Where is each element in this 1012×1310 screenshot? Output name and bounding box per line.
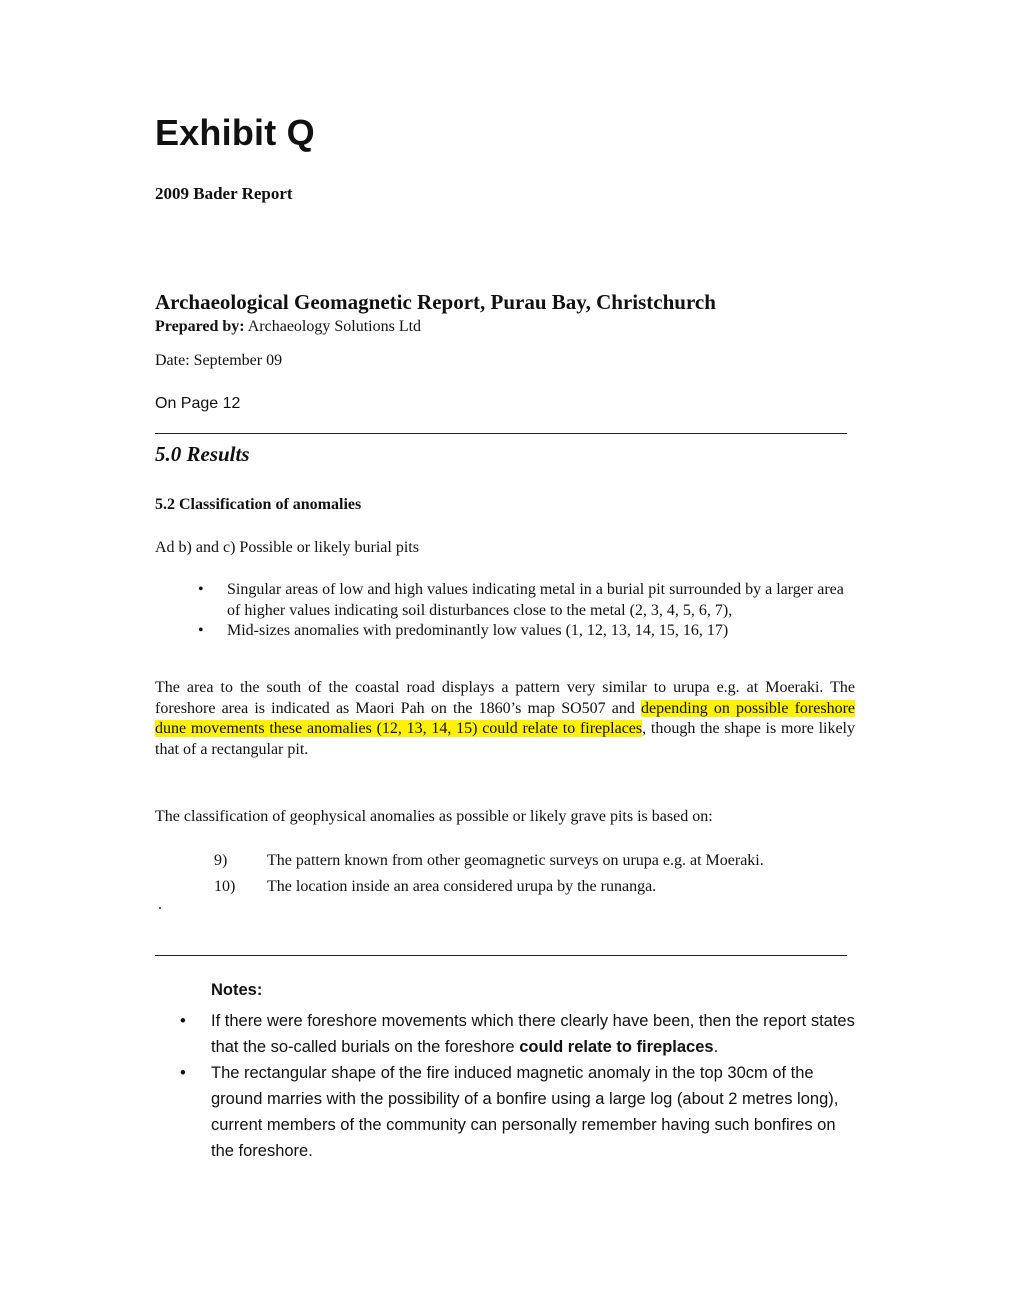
- report-title: Archaeological Geomagnetic Report, Purau Bay, Christchurch: [155, 290, 716, 314]
- note-text-start: If there were foreshore movements which there clearly have been, then the report states that the so-called burials on the foreshore: [211, 1012, 855, 1056]
- anomaly-bullet-list: [198, 580, 858, 642]
- list-item: [180, 1060, 860, 1164]
- criteria-text: The pattern known from other geomagnetic surveys on urupa e.g. at Moeraki.: [267, 852, 764, 869]
- criteria-list: [214, 848, 764, 899]
- bullet-icon: •: [180, 1064, 186, 1082]
- notes-list: [180, 1008, 860, 1164]
- divider-top: [155, 433, 847, 434]
- page-reference: On Page 12: [155, 395, 241, 412]
- prepared-by-label: Prepared by:: [155, 318, 245, 335]
- list-item: [214, 848, 764, 874]
- stray-dot: .: [158, 896, 162, 913]
- bullet-icon: •: [198, 581, 204, 598]
- divider-bottom: [155, 955, 847, 956]
- intro-line: Ad b) and c) Possible or likely burial pits: [155, 539, 419, 556]
- section-heading: 5.0 Results: [155, 442, 250, 466]
- bullet-icon: •: [180, 1012, 186, 1030]
- exhibit-title: Exhibit Q: [155, 112, 315, 153]
- note-text: [211, 1008, 860, 1060]
- list-item: [180, 1008, 860, 1060]
- sub-heading: 5.2 Classification of anomalies: [155, 496, 362, 513]
- bullet-text: Singular areas of low and high values indicating metal in a burial pit surrounded by a larger area of higher values indicating soil disturbances close to the metal (2, 3, 4, 5, 6, 7),: [227, 581, 844, 619]
- prepared-by-value: Archaeology Solutions Ltd: [244, 318, 422, 335]
- criteria-number: 10): [214, 877, 236, 895]
- bullet-text: Mid-sizes anomalies with predominantly low values (1, 12, 13, 14, 15, 16, 17): [227, 622, 729, 639]
- list-item: [198, 621, 858, 642]
- note-text: The rectangular shape of the fire induced magnetic anomaly in the top 30cm of the ground marries with the possibility of a bonfire using a large log (about 2 metres long), current members of the community can personally remember having such bonfires on the foreshore.: [211, 1064, 839, 1160]
- criteria-text: The location inside an area considered urupa by the runanga.: [267, 877, 657, 895]
- bullet-icon: •: [198, 622, 204, 639]
- list-item: [198, 580, 858, 621]
- report-date: Date: September 09: [155, 352, 283, 369]
- prepared-by: [155, 318, 421, 336]
- paragraph-text-start: The area to the south of the coastal road displays a pattern very similar to urupa e.g. at Moeraki. The foreshore area is indicated as Maori Pah on the 1860’s map SO507 and: [155, 679, 855, 717]
- notes-heading: Notes:: [211, 981, 263, 999]
- list-item: [214, 874, 764, 900]
- paragraph-text-end: , though the shape is more likely that of a rectangular pit.: [155, 720, 856, 758]
- note-bold-text: could relate to fireplaces: [519, 1038, 714, 1056]
- note-text-end: .: [713, 1038, 719, 1056]
- classification-intro: The classification of geophysical anomalies as possible or likely grave pits is based on:: [155, 808, 713, 825]
- criteria-number: 9): [214, 852, 228, 869]
- highlighted-text: depending on possible foreshore dune movements these anomalies (12, 13, 14, 15) could relate to fireplaces: [155, 699, 855, 737]
- coastal-paragraph: [155, 678, 855, 760]
- exhibit-subtitle: 2009 Bader Report: [155, 184, 293, 203]
